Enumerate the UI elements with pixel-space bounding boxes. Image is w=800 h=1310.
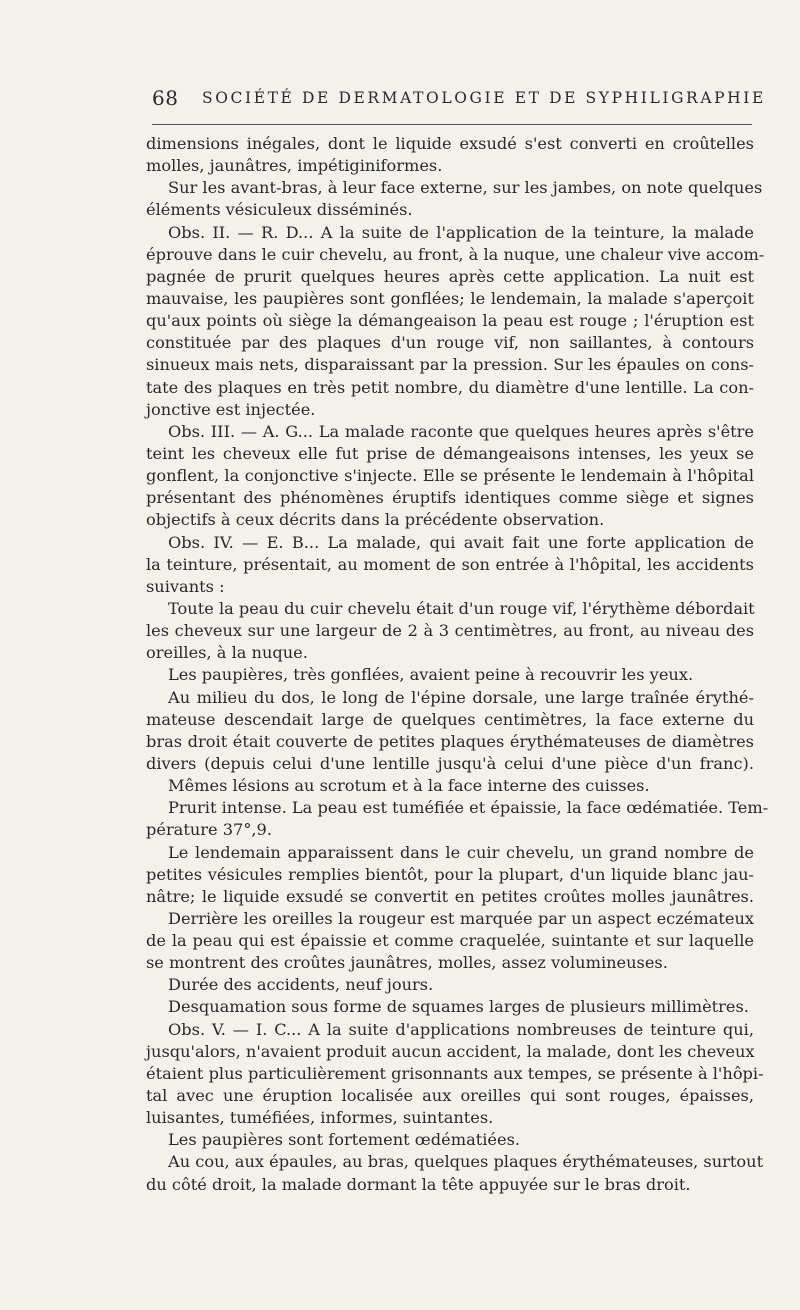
text-line: oreilles, à la nuque.: [146, 643, 308, 663]
header-rule: [152, 124, 752, 125]
text-line: Les paupières sont fortement œdématiées.: [168, 1130, 521, 1150]
text-line: objectifs à ceux décrits dans la précédente observation.: [146, 510, 605, 530]
text-line: dimensions inégales, dont le liquide exsudé s'est converti en croûtelles: [146, 134, 754, 153]
text-line: constituée par des plaques d'un rouge vif, non saillantes, à contours: [146, 333, 754, 353]
text-line: Les paupières, très gonflées, avaient peine à recouvrir les yeux.: [168, 665, 694, 685]
text-line: teint les cheveux elle fut prise de démangeaisons intenses, les yeux se: [146, 443, 754, 463]
text-line: jonctive est injectée.: [146, 399, 316, 419]
text-line: gonflent, la conjonctive s'injecte. Elle se présente le lendemain à l'hôpital: [146, 466, 754, 486]
page-number: 68: [152, 86, 179, 110]
text-line: Au milieu du dos, le long de l'épine dorsale, une large traînée érythé-: [168, 687, 754, 707]
text-line: nâtre; le liquide exsudé se convertit en petites croûtes molles jaunâtres.: [146, 886, 754, 906]
text-line: la teinture, présentait, au moment de son entrée à l'hôpital, les accidents: [146, 554, 754, 574]
text-line: Obs. III. — A. G... La malade raconte que quelques heures après s'être: [168, 421, 754, 441]
text-line: suivants :: [146, 576, 225, 596]
text-line: pagnée de prurit quelques heures après cette application. La nuit est: [146, 266, 754, 286]
page-header: [152, 86, 766, 116]
text-line: du côté droit, la malade dormant la tête appuyée sur le bras droit.: [146, 1174, 691, 1194]
text-line: Desquamation sous forme de squames larges de plusieurs millimètres.: [168, 997, 749, 1017]
text-line: de la peau qui est épaissie et comme craquelée, suintante et sur laquelle: [146, 931, 754, 951]
text-line: divers (depuis celui d'une lentille jusqu'à celui d'une pièce d'un franc).: [146, 753, 754, 773]
text-line: les cheveux sur une largeur de 2 à 3 centimètres, au front, au niveau des: [146, 621, 754, 641]
text-line: pérature 37°,9.: [146, 820, 273, 840]
text-line: bras droit était couverte de petites plaques érythémateuses de diamètres: [146, 731, 754, 751]
text-line: Obs. IV. — E. B... La malade, qui avait fait une forte application de: [168, 532, 754, 552]
text-line: tal avec une éruption localisée aux oreilles qui sont rouges, épaisses,: [146, 1086, 754, 1106]
text-line: luisantes, tuméfiées, informes, suintantes.: [146, 1108, 494, 1128]
text-line: qu'aux points où siège la démangeaison la peau est rouge ; l'éruption est: [146, 311, 754, 331]
text-line: Au cou, aux épaules, au bras, quelques plaques érythémateuses, surtout: [168, 1152, 764, 1172]
text-line: petites vésicules remplies bientôt, pour la plupart, d'un liquide blanc jau-: [146, 864, 754, 884]
text-line: Toute la peau du cuir chevelu était d'un rouge vif, l'érythème débordait: [168, 598, 755, 618]
text-line: Le lendemain apparaissent dans le cuir chevelu, un grand nombre de: [168, 842, 754, 862]
text-line: Derrière les oreilles la rougeur est marquée par un aspect eczémateux: [168, 908, 754, 928]
text-line: se montrent des croûtes jaunâtres, molles, assez volumineuses.: [146, 953, 668, 973]
running-title: SOCIÉTÉ DE DERMATOLOGIE ET DE SYPHILIGRAPHIE: [202, 89, 766, 107]
text-line: Durée des accidents, neuf jours.: [168, 975, 434, 995]
text-line: étaient plus particulièrement grisonnants aux tempes, se présente à l'hôpi-: [146, 1063, 764, 1083]
text-line: Obs. V. — I. C... A la suite d'applications nombreuses de teinture qui,: [168, 1019, 754, 1039]
text-line: jusqu'alors, n'avaient produit aucun accident, la malade, dont les cheveux: [146, 1041, 755, 1061]
text-line: tate des plaques en très petit nombre, du diamètre d'une lentille. La con-: [146, 377, 754, 397]
text-line: Mêmes lésions au scrotum et à la face interne des cuisses.: [168, 776, 650, 796]
text-line: éléments vésiculeux disséminés.: [146, 200, 413, 220]
text-line: présentant des phénomènes éruptifs identiques comme siège et signes: [146, 488, 754, 508]
text-line: molles, jaunâtres, impétiginiformes.: [146, 156, 443, 176]
text-line: Obs. II. — R. D... A la suite de l'application de la teinture, la malade: [168, 222, 754, 242]
text-line: sinueux mais nets, disparaissant par la pression. Sur les épaules on cons-: [146, 355, 754, 375]
text-line: Sur les avant-bras, à leur face externe, sur les jambes, on note quelques: [168, 178, 763, 198]
body-text: [146, 133, 769, 1196]
text-line: mateuse descendait large de quelques centimètres, la face externe du: [146, 709, 754, 729]
text-line: Prurit intense. La peau est tuméfiée et épaissie, la face œdématiée. Tem-: [168, 798, 769, 818]
text-line: éprouve dans le cuir chevelu, au front, à la nuque, une chaleur vive accom-: [146, 244, 765, 264]
text-line: mauvaise, les paupières sont gonflées; le lendemain, la malade s'aperçoit: [146, 288, 754, 308]
